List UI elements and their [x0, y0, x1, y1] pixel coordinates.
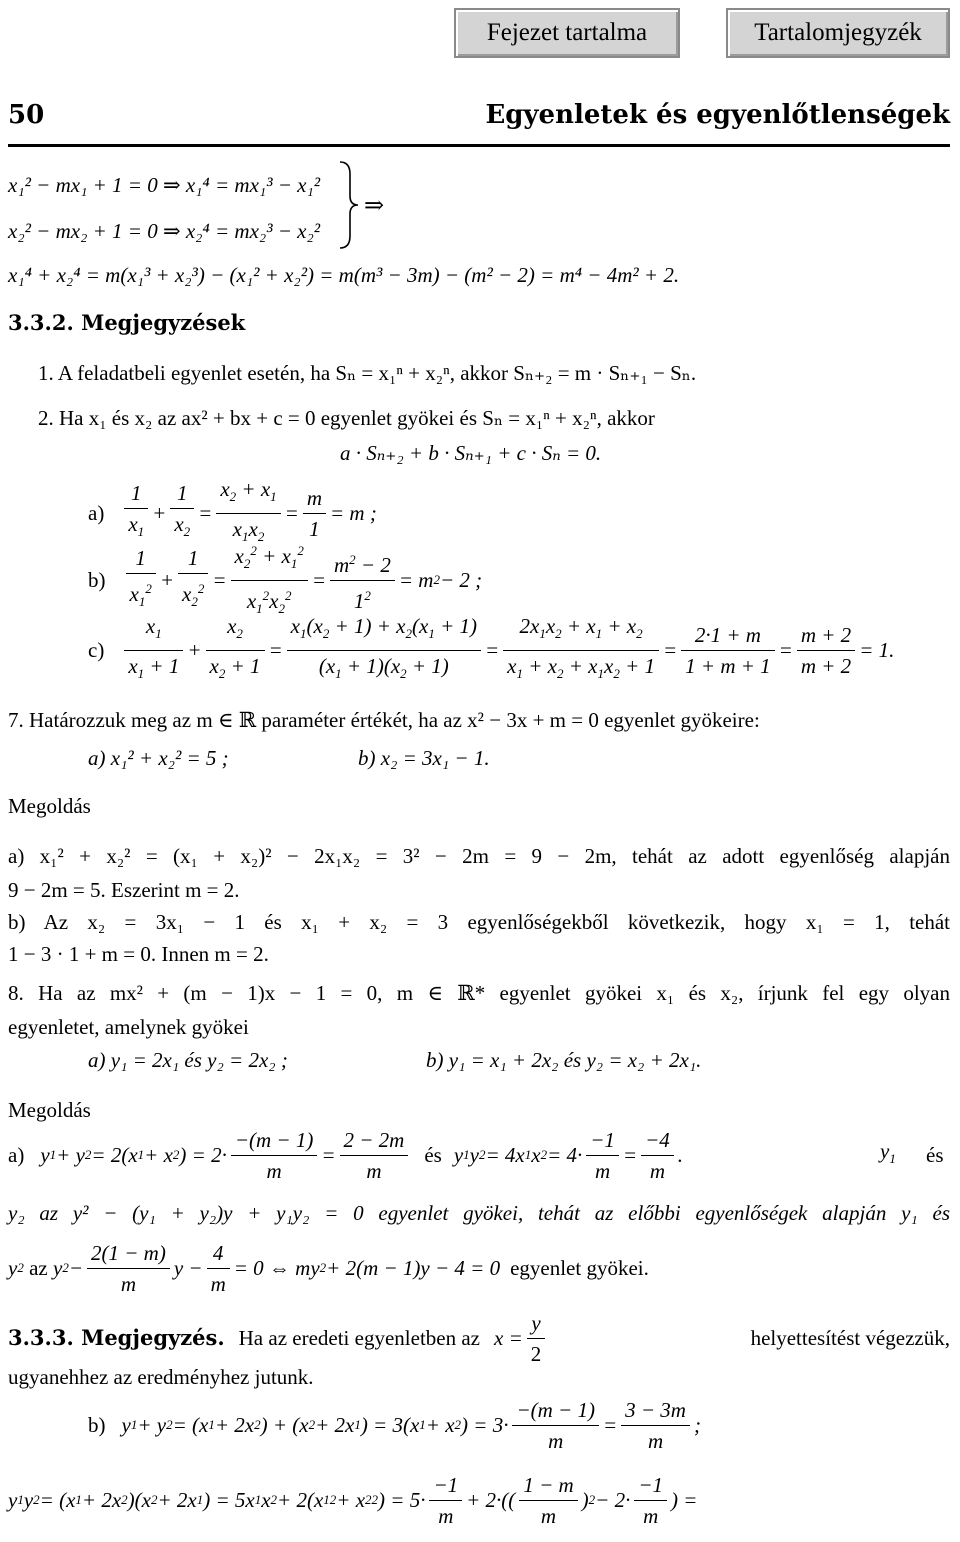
equation-line: x₁⁴ + x₂⁴ = m(x₁³ + x₂³) − (x₁² + x₂²) = m(m³ − 3m) − (m² − 2) = m⁴ − 4m² + 2.: [8, 263, 680, 287]
note-2-equation: a · Sₙ₊₂ + b · Sₙ₊₁ + c · Sₙ = 0.: [340, 441, 602, 465]
equation-line: x₁² − mx₁ + 1 = 0 ⇒ x₁⁴ = mx₁³ − x₁²: [8, 173, 321, 197]
chapter-contents-button[interactable]: Fejezet tartalma: [454, 8, 680, 58]
page-number: 50: [8, 100, 45, 130]
formula-b: $\frac{1}{x_1^2}$ + $\frac{1}{x_2^2}$ = $\frac{x_2^2 + x_1^2}{x_1^2x_2^2}$ = $\frac{m^2 - 2}{1^2}$ = m 2 − 2 ;: [122, 536, 483, 623]
note-b: [88, 543, 483, 616]
problem-8-cond-a: a) y₁ = 2x₁ és y₂ = 2x₂ ;: [88, 1048, 288, 1072]
item-label: b): [88, 568, 106, 592]
header-rule: [8, 144, 950, 147]
remark-b-sum: b) y 1 + y 2 = (x 1 + 2x 2 ) + (x 2 + 2x 1 ) = 3(x 1 + x 2 ) = 3· $\frac{-(m - 1)}{m}$ = $\frac{3 - 3m}{m}$ ;: [88, 1395, 701, 1455]
note-1: 1. A feladatbeli egyenlet esetén, ha Sₙ = x₁ⁿ + x₂ⁿ, akkor Sₙ₊₂ = m · Sₙ₊₁ − Sₙ.: [38, 361, 697, 385]
item-label: c): [88, 638, 105, 662]
remark-line-cont: ugyanehhez az eredményhez jutunk.: [8, 1365, 314, 1389]
formula-c: $\frac{x_1}{x_1 + 1}$ + $\frac{x_2}{x_2 + 1}$ = $\frac{x_1(x_2 + 1) + x_2(x_1 + 1)}{(x_1 + 1)(x_2 + 1)}$ = $\frac{2x_1x_2 + x_1 + x_2}{x_1 + x_2 + x_1x_2 + 1}$ = $\frac{2\cdot 1 + m}{1 + m + 1}$ = $\frac{m + 2}{m + 2}$ = 1.: [120, 611, 894, 688]
problem-7-cond-a: a) x₁² + x₂² = 5 ;: [88, 746, 229, 770]
note-c: [88, 614, 895, 681]
problem-8-statement-cont: egyenletet, amelynek gyökei: [8, 1015, 249, 1039]
note-a: [88, 477, 377, 544]
problem-7-cond-b: b) x₂ = 3x₁ − 1.: [358, 746, 490, 770]
problem-7-solution-a-cont: 9 − 2m = 5. Eszerint m = 2.: [8, 878, 240, 902]
formula-a: $\frac{1}{x_1}$ + $\frac{1}{x_2}$ = $\frac{x_2 + x_1}{x_1x_2}$ = $\frac{m}{1}$ = m ;: [120, 474, 377, 551]
equation-line: x₂² − mx₂ + 1 = 0 ⇒ x₂⁴ = mx₂³ − x₂²: [8, 219, 321, 243]
solution-heading: Megoldás: [8, 794, 91, 818]
remark-line: 3.3.3. Megjegyzés. Ha az eredeti egyenletben az x = $\frac{y}{2}$ helyettesítést végezzük,: [8, 1318, 950, 1358]
item-label: a): [88, 501, 105, 525]
solution-heading: Megoldás: [8, 1098, 91, 1122]
right-brace-icon: [338, 160, 362, 250]
problem-8-solution-a: a) y 1 + y 2 = 2(x 1 + x 2 ) = 2· $\frac{-(m - 1)}{m}$ = $\frac{2 - 2m}{m}$ és y 1 y 2 = 4x 1 x 2 = 4· $\frac{-1}{m}$ = $\frac{-4}{m}$ . $y_1$ és: [8, 1125, 683, 1185]
problem-7-solution-a: a) x₁² + x₂² = (x₁ + x₂)² − 2x₁x₂ = 3² − 2m = 9 − 2m, tehát az adott egyenlőség alapján: [8, 844, 950, 868]
remark-heading: 3.3.3. Megjegyzés.: [8, 1325, 225, 1350]
problem-7-solution-b-cont: 1 − 3 · 1 + m = 0. Innen m = 2.: [8, 942, 269, 966]
problem-8-solution-line: y₂ az y² − (y₁ + y₂)y + y₁y₂ = 0 egyenlet gyökei, tehát az előbbi egyenlőségek alapján y₁ és: [8, 1201, 950, 1225]
problem-8-solution-equation: y 2 az y 2 − $\frac{2(1 - m)}{m}$ y − $\frac{4}{m}$ = 0 ⇔ my 2 + 2(m − 1)y − 4 = 0 egyenlet gyökei.: [8, 1238, 649, 1298]
implies-arrow: ⇒: [364, 193, 385, 219]
note-2: 2. Ha x₁ és x₂ az ax² + bx + c = 0 egyenlet gyökei és Sₙ = x₁ⁿ + x₂ⁿ, akkor: [38, 406, 655, 430]
table-of-contents-button[interactable]: Tartalomjegyzék: [726, 8, 950, 58]
problem-8-cond-b: b) y₁ = x₁ + 2x₂ és y₂ = x₂ + 2x₁.: [426, 1048, 702, 1072]
page-title: Egyenletek és egyenlőtlenségek: [485, 100, 950, 130]
problem-7-solution-b: b) Az x₂ = 3x₁ − 1 és x₁ + x₂ = 3 egyenlőségekből következik, hogy x₁ = 1, tehát: [8, 910, 950, 934]
problem-8-statement: 8. Ha az mx² + (m − 1)x − 1 = 0, m ∈ ℝ* egyenlet gyökei x₁ és x₂, írjunk fel egy olyan: [8, 981, 950, 1005]
section-heading: 3.3.2. Megjegyzések: [8, 310, 246, 335]
remark-b-product: y 1 y 2 = (x 1 + 2x 2 )(x 2 + 2x 1 ) = 5x 1 x 2 + 2(x 1 2 + x 2 2 ) = 5· $\frac{-1}{m}$ + 2·(( $\frac{1 - m}{m}$ ) 2 − 2· $\frac{-1}{m}$ ) =: [8, 1470, 697, 1530]
problem-7-statement: 7. Határozzuk meg az m ∈ ℝ paraméter értékét, ha az x² − 3x + m = 0 egyenlet gyökeire:: [8, 708, 760, 732]
